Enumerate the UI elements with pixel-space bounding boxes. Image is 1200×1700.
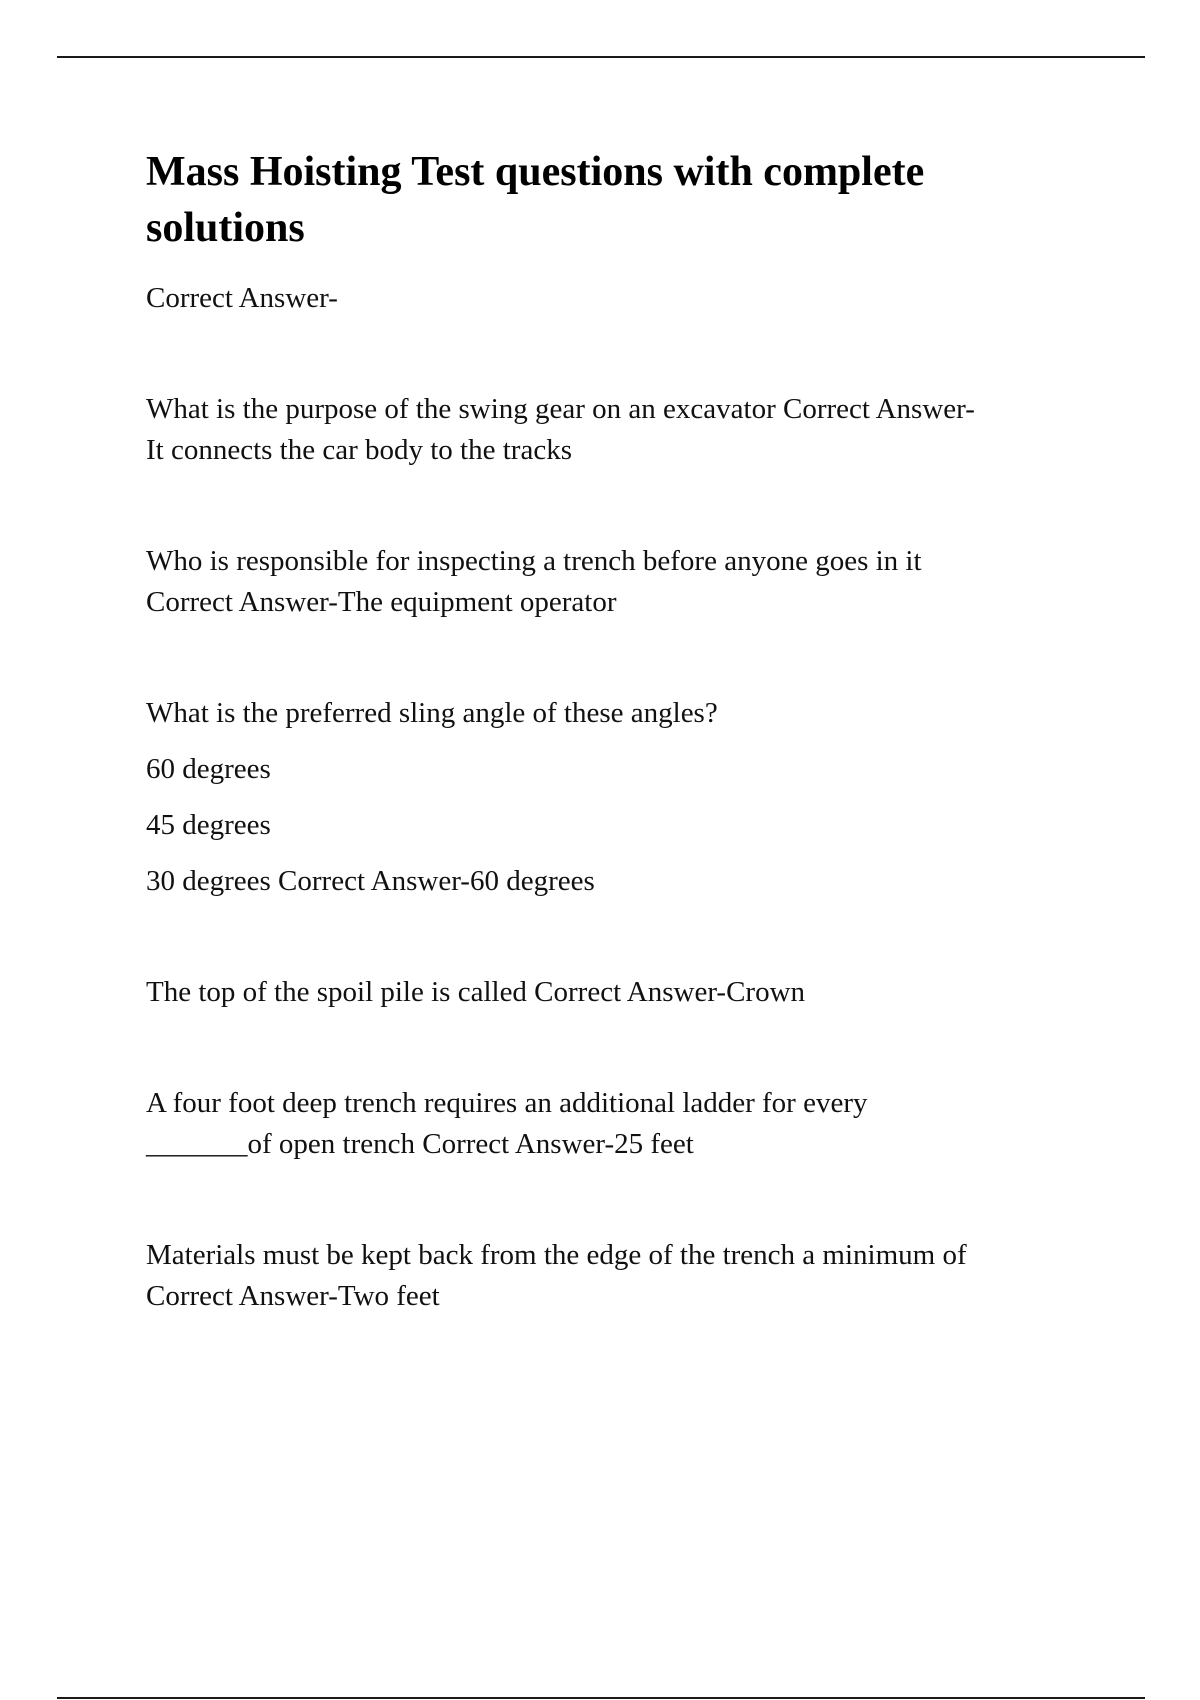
qa-trench-ladder: A four foot deep trench requires an additional ladder for every _______of open trench Correct Answer-25 feet (146, 1087, 868, 1160)
intro-text: Correct Answer- (146, 282, 338, 314)
page-title: Mass Hoisting Test questions with complete solutions (146, 149, 925, 251)
top-rule (57, 56, 1145, 58)
qa-sling-option-60: 60 degrees (146, 753, 271, 785)
qa-sling-option-30-answer: 30 degrees Correct Answer-60 degrees (146, 865, 595, 897)
page-content (146, 144, 1086, 1317)
qa-materials-distance: Materials must be kept back from the edge of the trench a minimum of Correct Answer-Two feet (146, 1239, 967, 1312)
qa-trench-inspection: Who is responsible for inspecting a trench before anyone goes in it Correct Answer-The equipment operator (146, 545, 922, 618)
qa-sling-option-45: 45 degrees (146, 809, 271, 841)
qa-spoil-pile: The top of the spoil pile is called Correct Answer-Crown (146, 976, 806, 1008)
qa-swing-gear: What is the purpose of the swing gear on an excavator Correct Answer- It connects the car body to the tracks (146, 393, 975, 466)
bottom-rule (57, 1697, 1145, 1699)
qa-sling-angle-question: What is the preferred sling angle of these angles? (146, 697, 718, 729)
